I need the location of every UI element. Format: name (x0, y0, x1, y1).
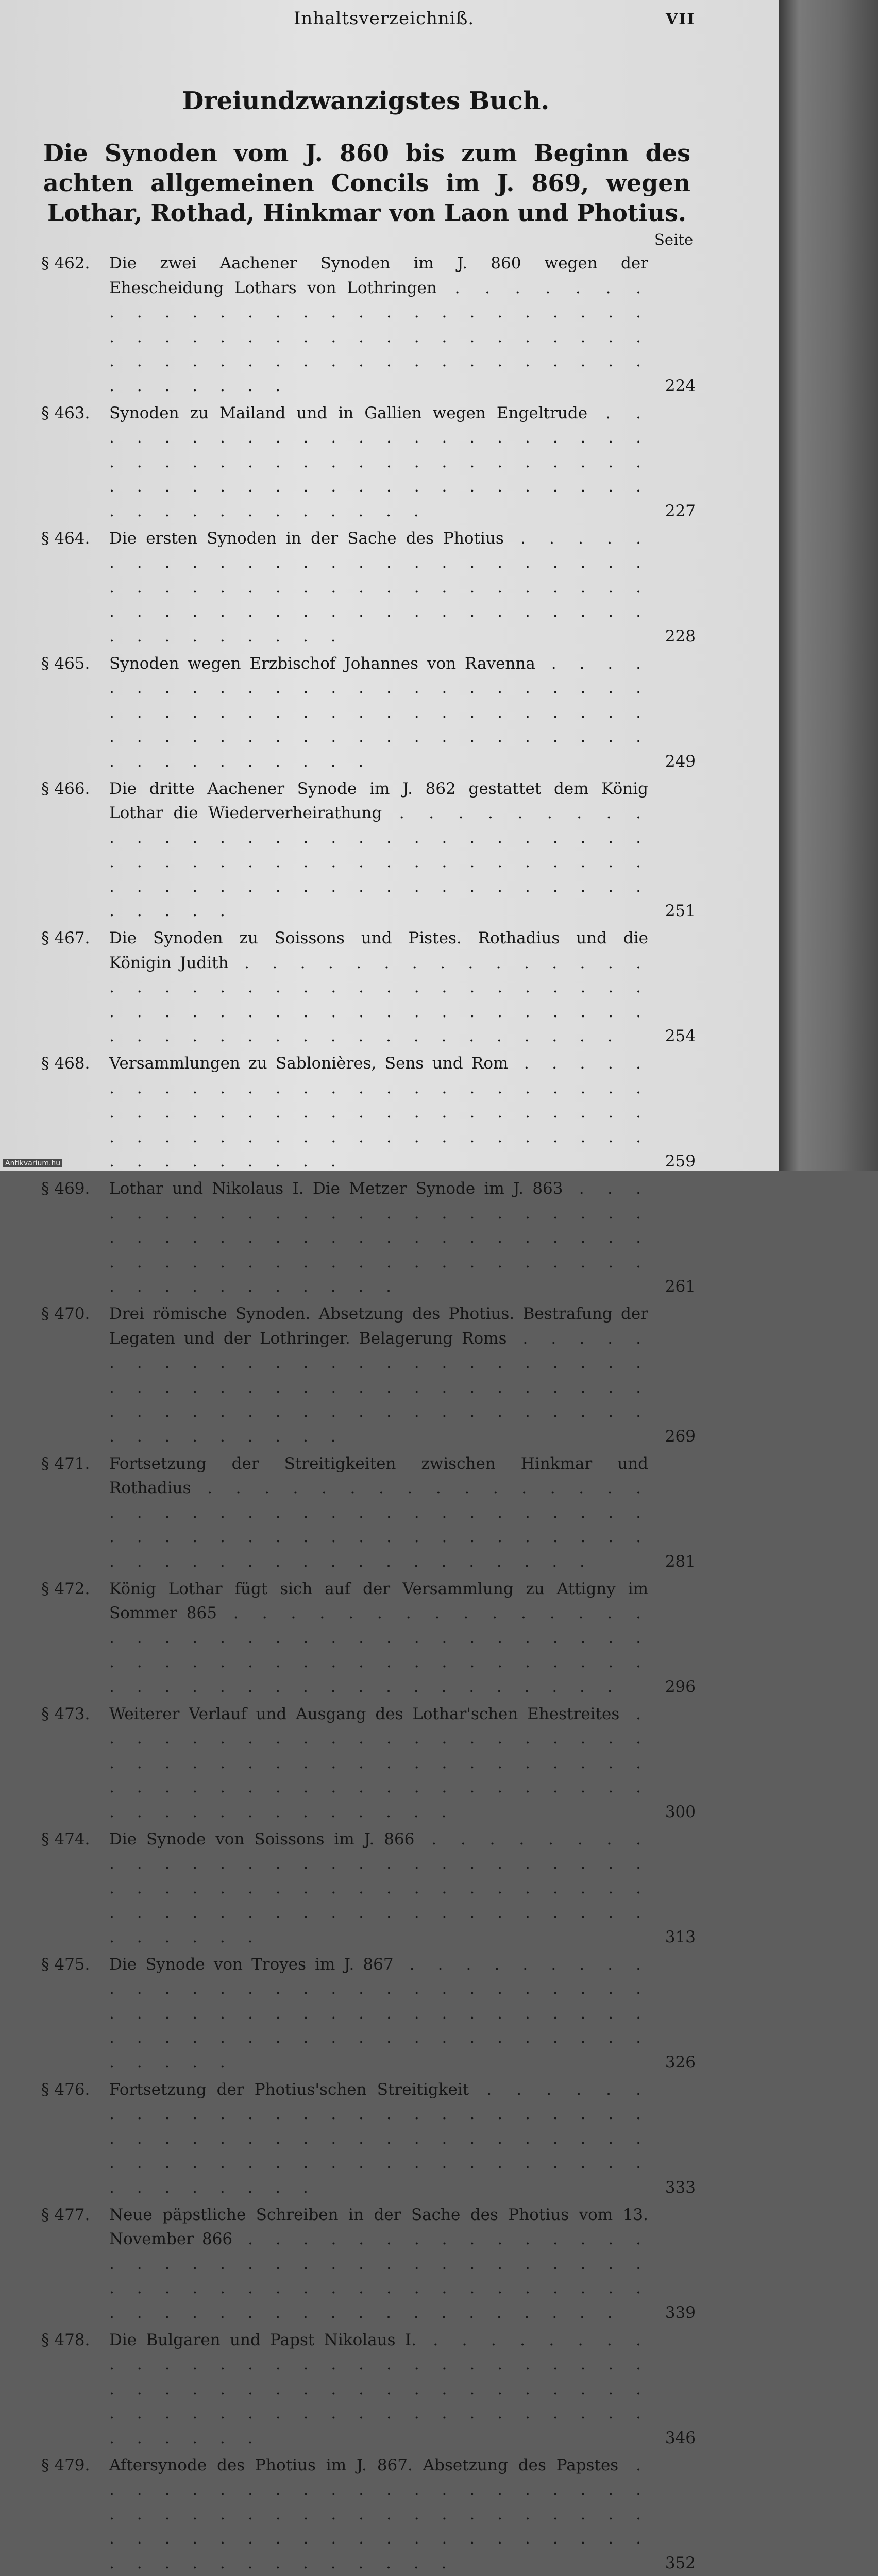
toc-entry (41, 251, 696, 398)
toc-entry-number: § 466. (41, 779, 90, 798)
toc-entry-number: § 464. (41, 529, 90, 548)
page-number: VII (666, 10, 696, 28)
toc-entry-title: Neue päpstliche Schreiben in der Sache des Photius vom 13. November 866 . . . (109, 2206, 648, 2322)
seite-label: Seite (654, 231, 694, 248)
toc-entry (41, 2328, 696, 2451)
toc-entry-text (109, 2078, 696, 2200)
toc-entry-number: § 476. (41, 2080, 90, 2099)
book-title: Dreiundzwanzigstes Buch. (182, 87, 550, 115)
toc-entry-title: Weiterer Verlauf und Ausgang des Lothar'schen Ehestreites . . . (109, 1705, 648, 1821)
toc-entry-page: 259 (665, 1152, 696, 1171)
toc-entry-number: § 477. (41, 2205, 90, 2224)
toc-entry-title: Fortsetzung der Photius'schen Streitigkeit . . . (109, 2080, 648, 2197)
toc-entry-page: 249 (665, 752, 696, 771)
toc-entry-number: § 472. (41, 1579, 90, 1598)
toc-entry (41, 777, 696, 924)
toc-entry-page: 326 (665, 2053, 696, 2072)
toc-entry-number: § 475. (41, 1955, 90, 1974)
book-subtitle: Die Synoden vom J. 860 bis zum Beginn des achten allgemeinen Concils im J. 869, wegen Lothar, Rothad, Hinkmar von Laon und Photius. (43, 139, 690, 227)
toc-entry-text (109, 527, 696, 649)
toc-entry (41, 1577, 696, 1700)
toc-entry-title: Lothar und Nikolaus I. Die Metzer Synode im J. 863 . . . (109, 1179, 648, 1296)
toc-entry-text (109, 2203, 696, 2326)
running-title: Inhaltsverzeichniß. (294, 8, 475, 29)
toc-entry-number: § 467. (41, 929, 90, 947)
toc-entry-text (109, 1302, 696, 1449)
toc-entry-page: 300 (665, 1802, 696, 1821)
toc-entry (41, 1702, 696, 1825)
toc-entry-title: Die Synode von Soissons im J. 866 . . . (109, 1830, 648, 1946)
toc-entry-page: 352 (665, 2553, 696, 2572)
toc-entry-number: § 473. (41, 1704, 90, 1723)
toc-entry-text (109, 1052, 696, 1174)
toc-entry-page: 281 (665, 1552, 696, 1571)
toc-entry-title: Die Synode von Troyes im J. 867 . . . (109, 1955, 648, 2072)
toc-entry-text (109, 1177, 696, 1299)
toc-entry (41, 1052, 696, 1174)
toc-entry-number: § 471. (41, 1454, 90, 1473)
toc-entry-text (109, 401, 696, 524)
toc-entry-page: 254 (665, 1027, 696, 1045)
toc-entry (41, 1827, 696, 1950)
table-of-contents (41, 251, 696, 2576)
toc-entry-text (109, 652, 696, 774)
toc-entry-title: Fortsetzung der Streitigkeiten zwischen Hinkmar und Rothadius . . . (109, 1454, 648, 1571)
toc-entry-page: 228 (665, 626, 696, 646)
toc-entry-text (109, 1577, 696, 1700)
toc-entry-title: Die Bulgaren und Papst Nikolaus I. . . . (109, 2331, 648, 2447)
toc-entry-page: 346 (665, 2428, 696, 2447)
toc-entry (41, 527, 696, 649)
toc-entry-text (109, 251, 696, 398)
toc-entry-text (109, 2328, 696, 2451)
toc-entry-page: 224 (665, 376, 696, 395)
toc-entry-title: Drei römische Synoden. Absetzung des Photius. Bestrafung der Legaten und der Lothringer. Belagerung Roms . . . (109, 1304, 648, 1446)
toc-entry-number: § 478. (41, 2330, 90, 2349)
toc-entry (41, 926, 696, 1049)
toc-entry-number: § 462. (41, 254, 90, 273)
toc-entry (41, 1452, 696, 1574)
toc-entry-text (109, 1953, 696, 2075)
toc-entry-title: Die Synoden zu Soissons und Pistes. Rothadius und die Königin Judith . . . (109, 929, 648, 1045)
toc-entry-text (109, 1827, 696, 1950)
toc-entry (41, 401, 696, 524)
toc-entry (41, 2078, 696, 2200)
toc-entry (41, 1302, 696, 1449)
toc-entry (41, 652, 696, 774)
toc-entry-number: § 474. (41, 1829, 90, 1849)
toc-entry (41, 1177, 696, 1299)
toc-entry-title: Versammlungen zu Sablonières, Sens und Rom . . . (109, 1054, 648, 1171)
toc-entry-number: § 479. (41, 2455, 90, 2475)
watermark: Antikvarium.hu (3, 1159, 62, 1167)
toc-entry-number: § 468. (41, 1054, 90, 1073)
toc-entry-text (109, 777, 696, 924)
toc-entry-text (109, 1452, 696, 1574)
toc-entry-number: § 465. (41, 654, 90, 673)
toc-entry-page: 227 (665, 501, 696, 520)
toc-entry-page: 313 (665, 1927, 696, 1946)
toc-entry (41, 2203, 696, 2326)
toc-entry (41, 2453, 696, 2576)
toc-entry-page: 261 (665, 1277, 696, 1296)
toc-entry-page: 333 (665, 2178, 696, 2197)
toc-entry-page: 269 (665, 1427, 696, 1446)
toc-entry (41, 1953, 696, 2075)
toc-entry-title: Die zwei Aachener Synoden im J. 860 wegen der Ehescheidung Lothars von Lothringen . . . (109, 254, 648, 395)
toc-entry-title: Die dritte Aachener Synode im J. 862 gestattet dem König Lothar die Wiederverheirathung . . . (109, 779, 648, 921)
toc-entry-page: 296 (665, 1677, 696, 1696)
toc-entry-title: Synoden zu Mailand und in Gallien wegen Engeltrude . . . (109, 404, 648, 520)
toc-entry-number: § 469. (41, 1179, 90, 1198)
toc-entry-page: 251 (665, 902, 696, 920)
toc-entry-text (109, 926, 696, 1049)
toc-entry-title: Die ersten Synoden in der Sache des Photius . . . (109, 529, 648, 646)
toc-entry-number: § 470. (41, 1304, 90, 1323)
toc-entry-number: § 463. (41, 403, 90, 422)
toc-entry-page: 339 (665, 2303, 696, 2322)
toc-entry-text (109, 1702, 696, 1825)
toc-entry-title: König Lothar fügt sich auf der Versammlung zu Attigny im Sommer 865 . . . (109, 1580, 648, 1696)
book-spine (779, 0, 878, 1171)
toc-entry-title: Synoden wegen Erzbischof Johannes von Ravenna . . . (109, 654, 648, 771)
toc-entry-title: Aftersynode des Photius im J. 867. Absetzung des Papstes . . . (109, 2456, 648, 2572)
toc-entry-text (109, 2453, 696, 2576)
